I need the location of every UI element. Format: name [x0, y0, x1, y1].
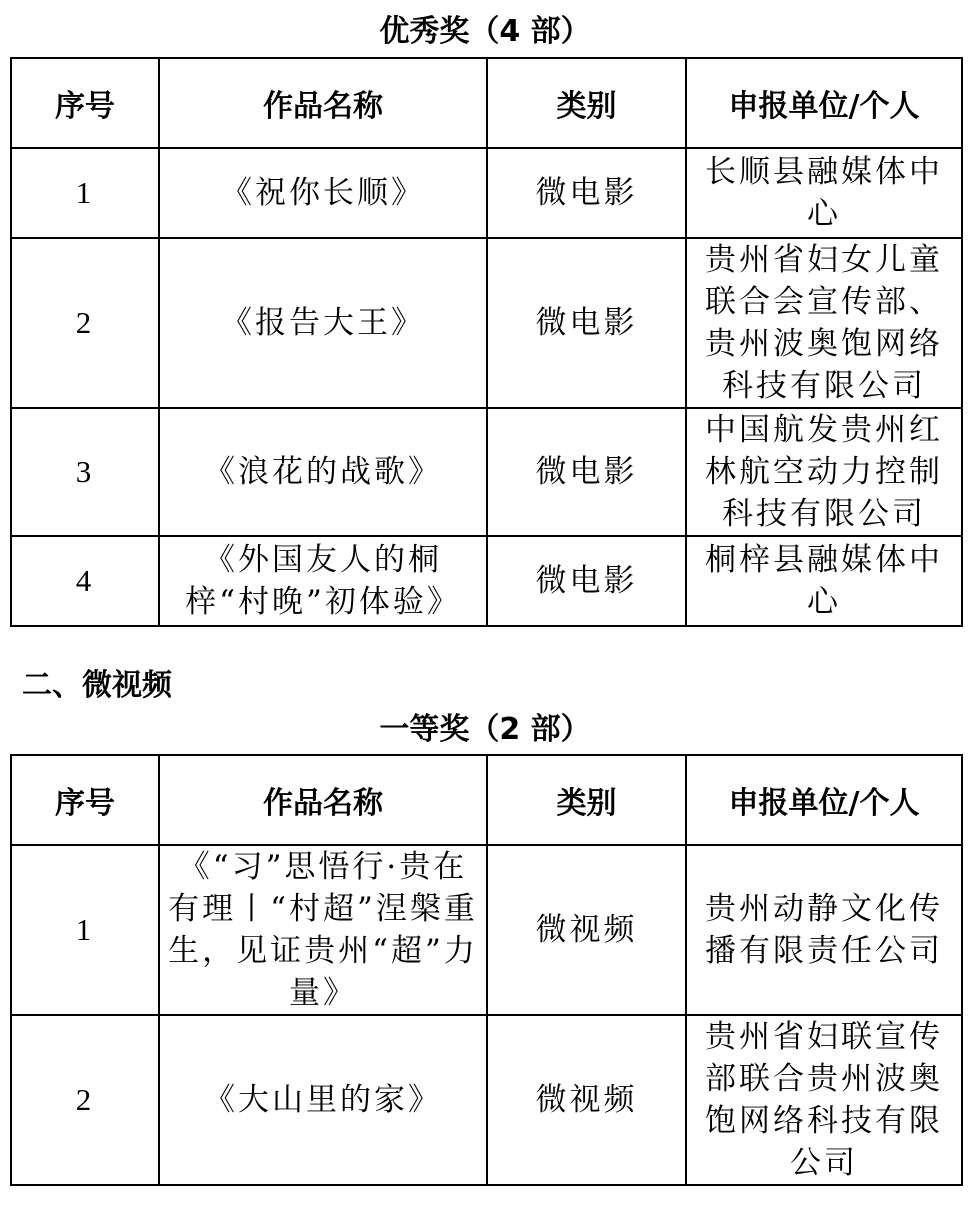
- row-applicant: 长顺县融媒体中心: [686, 148, 962, 238]
- table-row: [11, 1015, 962, 1185]
- row-applicant: 桐梓县融媒体中心: [686, 536, 962, 626]
- table-row: [11, 408, 962, 536]
- row-category: 微电影: [487, 238, 686, 408]
- table-row: [11, 536, 962, 626]
- row-title: 《大山里的家》: [159, 1015, 487, 1185]
- row-category: 微电影: [487, 408, 686, 536]
- row-applicant: 中国航发贵州红林航空动力控制科技有限公司: [686, 408, 962, 536]
- row-number: 4: [11, 536, 159, 626]
- row-category: 微视频: [487, 1015, 686, 1185]
- row-title: 《浪花的战歌》: [159, 408, 487, 536]
- row-title: 《报告大王》: [159, 238, 487, 408]
- award-table-excellence: [10, 57, 963, 627]
- table-header-row: [11, 58, 962, 148]
- row-number: 1: [11, 845, 159, 1015]
- row-number: 1: [11, 148, 159, 238]
- row-title: 《祝你长顺》: [159, 148, 487, 238]
- header-applicant: 申报单位/个人: [686, 755, 962, 845]
- row-number: 2: [11, 1015, 159, 1185]
- header-category: 类别: [487, 58, 686, 148]
- table2-caption: 一等奖（2 部）: [379, 712, 591, 747]
- row-category: 微电影: [487, 536, 686, 626]
- section-heading: 二、微视频: [22, 668, 172, 703]
- row-number: 2: [11, 238, 159, 408]
- header-number: 序号: [11, 58, 159, 148]
- row-category: 微视频: [487, 845, 686, 1015]
- table1-caption: 优秀奖（4 部）: [379, 14, 591, 49]
- header-number: 序号: [11, 755, 159, 845]
- table-header-row: [11, 755, 962, 845]
- header-category: 类别: [487, 755, 686, 845]
- header-applicant: 申报单位/个人: [686, 58, 962, 148]
- table-row: [11, 845, 962, 1015]
- row-category: 微电影: [487, 148, 686, 238]
- table-row: [11, 148, 962, 238]
- row-applicant: 贵州省妇女儿童联合会宣传部、贵州波奥饱网络科技有限公司: [686, 238, 962, 408]
- header-title: 作品名称: [159, 58, 487, 148]
- row-number: 3: [11, 408, 159, 536]
- award-table-first-prize: [10, 754, 963, 1186]
- table-row: [11, 238, 962, 408]
- row-title: 《外国友人的桐梓“村晚”初体验》: [159, 536, 487, 626]
- row-applicant: 贵州动静文化传播有限责任公司: [686, 845, 962, 1015]
- row-title: 《“习”思悟行·贵在有理丨“村超”涅槃重生，见证贵州“超”力量》: [159, 845, 487, 1015]
- row-applicant: 贵州省妇联宣传部联合贵州波奥饱网络科技有限公司: [686, 1015, 962, 1185]
- header-title: 作品名称: [159, 755, 487, 845]
